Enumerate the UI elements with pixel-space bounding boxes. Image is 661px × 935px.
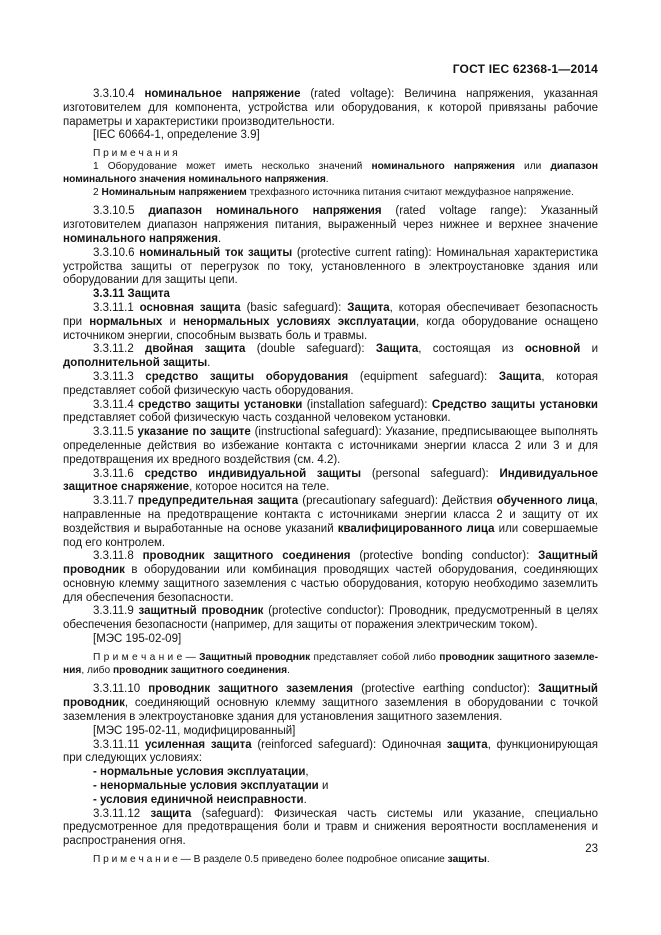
reference-mes-195-02-11: [МЭС 195-02-11, модифицированный]	[93, 724, 296, 737]
section-heading-3-3-11: 3.3.11 Защита	[93, 288, 170, 301]
clause-3-3-11-10: 3.3.11.10 проводник защитного заземления (protective earthing conductor): Защитный проводник, соединяющий основную клемму защитного заземления в оборудовании с точкой заземления в электроустановке здания для установления защитного заземления.	[63, 683, 598, 724]
page-number: 23	[585, 843, 598, 855]
clause-3-3-11-7: 3.3.11.7 предупредительная защита (precautionary safeguard): Действия обученного лица, направленные на предотвращение контакта с источниками энергии класса 2 и защиту от их воздействия и выработанные на основе указаний квалифицированного лица или совершаемые под его контролем.	[63, 495, 598, 549]
clause-3-3-10-5: 3.3.10.5 диапазон номинального напряжения (rated voltage range): Указанный изготовителем диапазон напряжения питания, выраженный через нижнее и верхнее значение номинального напряжения.	[63, 205, 598, 245]
note-1: 1 Оборудование может иметь несколько значений номинального напряжения или диапазон номинального значения номинального напряжения.	[63, 160, 598, 185]
notes-heading: П р и м е ч а н и я	[93, 148, 178, 160]
page-header: ГОСТ IEC 62368-1—2014	[452, 62, 598, 76]
clause-3-3-11-4: 3.3.11.4 средство защиты установки (installation safeguard): Средство защиты установки представляет собой физическую часть созданной человеком установки.	[63, 398, 598, 425]
note-safeguard-description: П р и м е ч а н и е — В разделе 0.5 приведено более подробное описание защиты.	[93, 854, 490, 866]
clause-3-3-10-4: 3.3.10.4 номинальное напряжение (rated voltage): Величина напряжения, указанная изготовителем для компонента, устройства или оборудования, к которой привязаны рабочие параметры и характеристики производительности.	[63, 88, 598, 128]
reference-iec-60664-1: [IEC 60664-1, определение 3.9]	[93, 129, 260, 142]
clause-3-3-11-5: 3.3.11.5 указание по защите (instructional safeguard): Указание, предписывающее выполнять определенные действия во избежание контакта с источниками энергии класса 2 или 3 и для предотвращения их вредного воздействия (см. 4.2).	[63, 426, 598, 466]
clause-3-3-11-2: 3.3.11.2 двойная защита (double safeguard): Защита, состоящая из основной и дополнительной защиты.	[63, 343, 598, 370]
document-body	[63, 88, 598, 867]
reference-mes-195-02-09: [МЭС 195-02-09]	[93, 633, 182, 646]
clause-3-3-11-12: 3.3.11.12 защита (safeguard): Физическая часть системы или указание, специально предусмотренное для предотвращения боли и травм и снижения вероятности воспламенения и распространения огня.	[63, 807, 598, 848]
list-item-single-fault: - условия единичной неисправности.	[93, 793, 307, 806]
clause-3-3-10-6: 3.3.10.6 номинальный ток защиты (protective current rating): Номинальная характеристика устройства защиты от перегрузок по току, установленного в электроустановке здания или оборудовании для защиты цепи.	[63, 246, 598, 287]
clause-3-3-11-1: 3.3.11.1 основная защита (basic safeguard): Защита, которая обеспечивает безопасность при нормальных и ненормальных условиях эксплуатации, когда оборудование оснащено источником энергии, способным вызвать боль и травмы.	[63, 301, 598, 342]
list-item-abnormal-conditions: - ненормальные условия эксплуатации и	[93, 780, 329, 793]
clause-3-3-11-6: 3.3.11.6 средство индивидуальной защиты (personal safeguard): Индивидуальное защитное снаряжение, которое носится на теле.	[63, 467, 599, 494]
list-item-normal-conditions: - нормальные условия эксплуатации,	[93, 766, 309, 779]
note-2: 2 Номинальным напряжением трехфазного источника питания считают междуфазное напряжение.	[93, 186, 574, 198]
clause-3-3-11-9: 3.3.11.9 защитный проводник (protective conductor): Проводник, предусмотренный в целях обеспечения безопасности (например, для защиты от поражения электрическим током).	[63, 605, 598, 632]
clause-3-3-11-8: 3.3.11.8 проводник защитного соединения (protective bonding conductor): Защитный проводник в оборудовании или комбинация проводящих частей оборудования, соединяющих основную клемму защитного заземления с частью оборудования, которую необходимо заземлить для обеспечения безопасности.	[63, 550, 598, 604]
note-protective-conductor: П р и м е ч а н и е — Защитный проводник представляет собой либо проводник защитного заземления, либо проводник защитного соединения.	[63, 651, 598, 676]
clause-3-3-11-11: 3.3.11.11 усиленная защита (reinforced safeguard): Одиночная защита, функционирующая при следующих условиях:	[63, 738, 598, 765]
clause-3-3-11-3: 3.3.11.3 средство защиты оборудования (equipment safeguard): Защита, которая представляет собой физическую часть оборудования.	[63, 370, 599, 397]
